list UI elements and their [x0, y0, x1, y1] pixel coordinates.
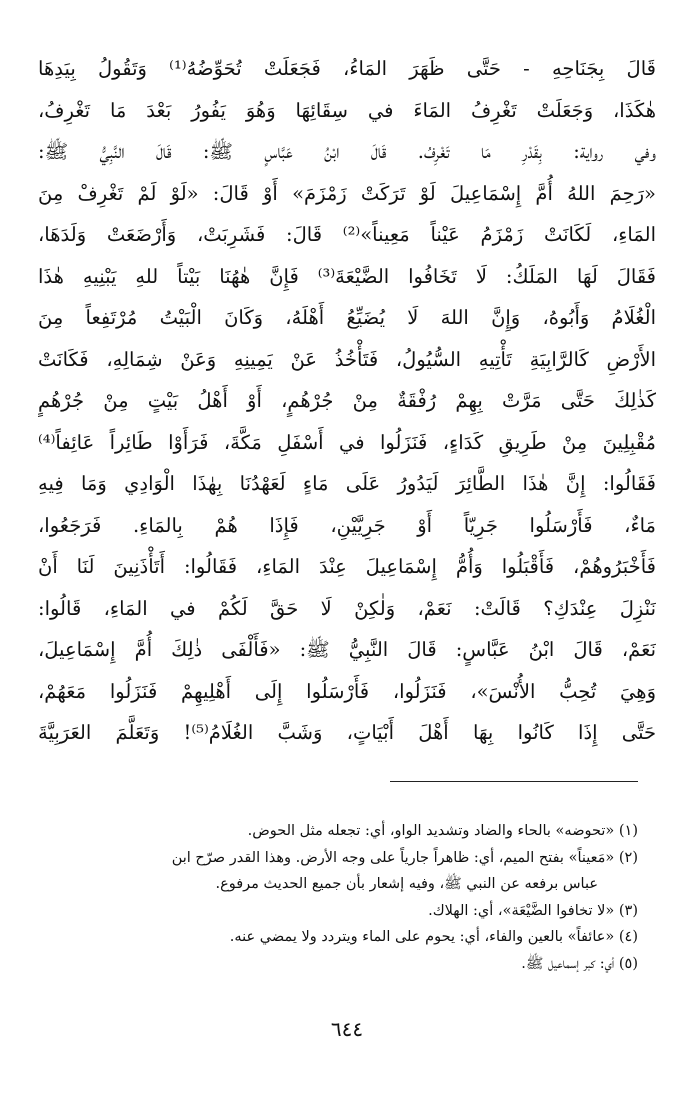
text-line: نَنْزِلَ عِنْدَكِ؟ قَالَتْ: نَعَمْ، وَلٰكِنْ لَا حَقَّ لَكُمْ في المَاءِ، قَالُوا:: [38, 596, 656, 620]
footnotes-block: [40, 818, 638, 977]
text-line: حَتَّى إِذَا كَانُوا بِهَا أَهْلَ أَبْيَاتٍ، وَشَبَّ الغُلَامُ⁽⁵⁾! وَتَعَلَّمَ العَرَبِيَّةَ: [38, 721, 656, 744]
page-number: ٦٤٤: [330, 1017, 364, 1041]
text-line: قَالَ بِجَنَاحِهِ - حَتَّى ظَهَرَ المَاءُ، فَجَعَلَتْ تُحَوِّضُهُ⁽¹⁾ وَتَقُولُ بِيَدِهَا: [38, 57, 656, 80]
text-line: مَاءٌ، فَأَرْسَلُوا جَرِيّاً أَوْ جَرِيَّيْنِ، فَإِذَا هُمْ بِالمَاءِ. فَرَجَعُوا،: [38, 513, 656, 537]
footnote-5: (٥) أي: كبر إسماعيل ﷺ.: [521, 955, 638, 972]
footnote-3: (٣) «لا تخافوا الضَّيْعَة»، أي: الهلاك.: [428, 902, 638, 919]
footnote-divider: [390, 781, 638, 782]
text-line: فَقَالَ لَهَا المَلَكُ: لَا تَخَافُوا الضَّيْعَةَ⁽³⁾ فَإِنَّ هٰهُنَا بَيْتاً للهِ يَبْنِيهِ هٰذَا: [38, 264, 656, 288]
text-line: فَأَخْبَرُوهُمْ، فَأَقْبَلُوا وَأُمُّ إِسْمَاعِيلَ عِنْدَ المَاءِ، فَقَالُوا: أَتَأْذَنِينَ لَنَا أَنْ: [38, 555, 656, 578]
text-line: الْغُلَامُ وَأَبُوهُ، وَإِنَّ اللهَ لَا يُضَيِّعُ أَهْلَهُ، وَكَانَ الْبَيْتُ مُرْتَفِعاً مِنَ: [38, 306, 656, 329]
text-line: كَذٰلِكَ حَتَّى مَرَّتْ بِهِمْ رُفْقَةٌ مِنْ جُرْهُمٍ، أَوْ أَهْلُ بَيْتٍ مِنْ جُرْهُمٍ: [38, 389, 656, 412]
footnote-4: (٤) «عائفاً» بالعين والفاء، أي: يحوم على الماء ويتردد ولا يمضي عنه.: [229, 929, 638, 945]
text-line: المَاءِ، لَكَانَتْ زَمْزَمُ عَيْناً مَعِيناً»⁽²⁾ قَالَ: فَشَرِبَتْ، وَأَرْضَعَتْ وَلَدَهَا،: [38, 223, 656, 246]
text-line: نَعَمْ، قَالَ ابْنُ عَبَّاسٍ: قَالَ النَّبِيُّ ﷺ: «فَأَلْفَى ذٰلِكَ أُمَّ إِسْمَاعِيلَ،: [38, 638, 656, 661]
footnote-1: (١) «تحوضه» بالحاء والضاد وتشديد الواو، أي: تجعله مثل الحوض.: [247, 823, 638, 839]
text-line: «رَحِمَ اللهُ أُمَّ إِسْمَاعِيلَ لَوْ تَرَكَتْ زَمْزَمَ» أَوْ قَالَ: «لَوْ لَمْ تَغْرِفْ مِنَ: [38, 181, 656, 205]
text-line: هٰكَذَا، وَجَعَلَتْ تَغْرِفُ المَاءَ في سِقَائِهَا وَهُوَ يَفُورُ بَعْدَ مَا تَغْرِفُ،: [38, 98, 656, 122]
footnote-2: (٢) «مَعيناً» بفتح الميم، أي: ظاهراً جارياً على وجه الأرض. وهذا القدر صرّح ابن: [171, 849, 638, 866]
text-line: وفي رواية: بِقَدْرِ مَا تَغْرِفُ. قَالَ ابْنُ عَبَّاسٍ ﷺ: قَالَ النَّبِيُّ ﷺ:: [38, 140, 656, 163]
footnote-2-continuation: عباس برفعه عن النبي ﷺ، وفيه إشعار بأن جميع الحديث مرفوع.: [215, 876, 598, 892]
main-text-block: [38, 48, 656, 754]
text-line: وَهِيَ تُحِبُّ الأُنْسَ»، فَنَزَلُوا، فَأَرْسَلُوا إِلَى أَهْلِيهِمْ فَنَزَلُوا مَعَهُمْ،: [38, 679, 656, 703]
text-line: فَقَالُوا: إِنَّ هٰذَا الطَّائِرَ لَيَدُورُ عَلَى مَاءٍ لَعَهْدُنَا بِهٰذَا الْوَادِي وَمَا فِيهِ: [38, 472, 656, 495]
text-line: مُقْبِلِينَ مِنْ طَرِيقِ كَدَاءٍ، فَنَزَلُوا في أَسْفَلِ مَكَّةَ، فَرَأَوْا طَائِراً عَائِفاً⁽⁴⁾: [38, 430, 656, 454]
text-line: الأَرْضِ كَالرَّابِيَةِ تَأْتِيهِ السُّيُولُ، فَتَأْخُذُ عَنْ يَمِينِهِ وَعَنْ شِمَالِهِ، فَكَانَتْ: [38, 347, 656, 371]
